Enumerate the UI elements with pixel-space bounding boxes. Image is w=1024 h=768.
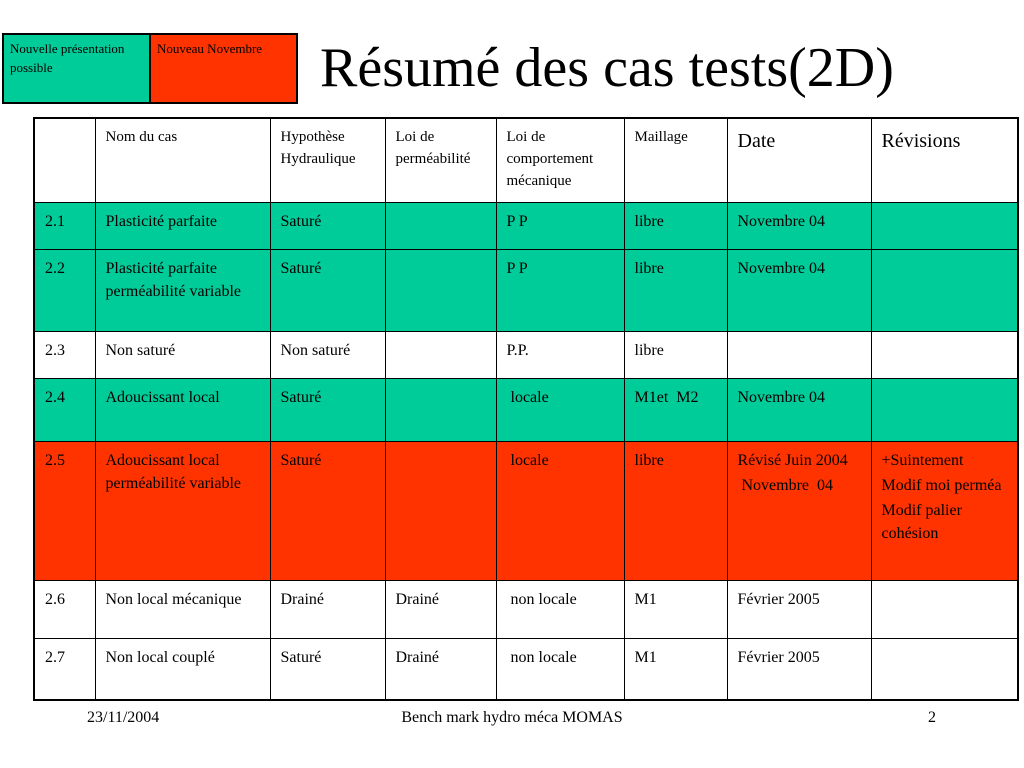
revisions-line: Modif moi perméa: [881, 476, 1002, 494]
test-cases-table: [33, 117, 1019, 701]
cell-date: [727, 331, 871, 378]
cell-permeability: [385, 441, 496, 580]
cell-mechanical-law: P P: [496, 202, 624, 249]
cell-mesh: libre: [624, 202, 727, 249]
cell-hydraulic: Saturé: [270, 249, 385, 331]
table-row: [34, 202, 1018, 249]
cell-permeability: [385, 249, 496, 331]
cell-mechanical-law: locale: [496, 441, 624, 580]
cell-date: [727, 441, 871, 580]
cell-mesh: libre: [624, 331, 727, 378]
table-header-row: [34, 118, 1018, 202]
header-mesh: Maillage: [624, 118, 727, 202]
cell-case-id: 2.7: [34, 638, 95, 700]
cell-date: Novembre 04: [727, 249, 871, 331]
header-revisions: Révisions: [871, 118, 1018, 202]
page-number: 2: [928, 709, 936, 726]
cell-case-name: Plasticité parfaite: [95, 202, 270, 249]
cell-mesh: M1et M2: [624, 378, 727, 441]
date-line: Novembre 04: [737, 476, 834, 494]
table-row: [34, 638, 1018, 700]
header-id: [34, 118, 95, 202]
cell-case-id: 2.3: [34, 331, 95, 378]
cell-mechanical-law: P P: [496, 249, 624, 331]
legend-new-november: Nouveau Novembre: [151, 35, 296, 102]
cell-hydraulic: Saturé: [270, 202, 385, 249]
cell-mesh: M1: [624, 638, 727, 700]
table-row: [34, 378, 1018, 441]
cell-revisions: [871, 441, 1018, 580]
cell-revisions: [871, 331, 1018, 378]
cell-revisions: [871, 378, 1018, 441]
header-mechanical-law: Loi de comportement mécanique: [496, 118, 624, 202]
legend-new-presentation: Nouvelle présentation possible: [4, 35, 151, 102]
cell-case-id: 2.6: [34, 580, 95, 638]
cell-hydraulic: Saturé: [270, 378, 385, 441]
cell-mechanical-law: P.P.: [496, 331, 624, 378]
cell-mesh: libre: [624, 249, 727, 331]
cell-mechanical-law: non locale: [496, 638, 624, 700]
cell-hydraulic: Saturé: [270, 441, 385, 580]
cell-permeability: Drainé: [385, 580, 496, 638]
footer-date: 23/11/2004: [87, 709, 160, 726]
cell-case-name: Non local couplé: [95, 638, 270, 700]
cell-mechanical-law: locale: [496, 378, 624, 441]
cell-hydraulic: Non saturé: [270, 331, 385, 378]
cell-case-id: 2.2: [34, 249, 95, 331]
table-row: [34, 580, 1018, 638]
cell-case-id: 2.1: [34, 202, 95, 249]
cell-case-id: 2.4: [34, 378, 95, 441]
cell-permeability: [385, 378, 496, 441]
header-hydraulic: Hypothèse Hydraulique: [270, 118, 385, 202]
cell-permeability: [385, 331, 496, 378]
cell-date: Février 2005: [727, 638, 871, 700]
cell-case-id: 2.5: [34, 441, 95, 580]
header-case-name: Nom du cas: [95, 118, 270, 202]
cell-case-name: Adoucissant local perméabilité variable: [95, 441, 270, 580]
cell-hydraulic: Saturé: [270, 638, 385, 700]
table-row: [34, 331, 1018, 378]
cell-revisions: [871, 249, 1018, 331]
cell-case-name: Adoucissant local: [95, 378, 270, 441]
cell-revisions: [871, 580, 1018, 638]
cell-revisions: [871, 638, 1018, 700]
cell-date: Février 2005: [727, 580, 871, 638]
header-permeability: Loi de perméabilité: [385, 118, 496, 202]
cell-mesh: M1: [624, 580, 727, 638]
cell-mechanical-law: non locale: [496, 580, 624, 638]
legend-box: [2, 33, 298, 104]
cell-revisions: [871, 202, 1018, 249]
table-row: [34, 249, 1018, 331]
cell-case-name: Non local mécanique: [95, 580, 270, 638]
cell-hydraulic: Drainé: [270, 580, 385, 638]
header-date: Date: [727, 118, 871, 202]
cell-case-name: Plasticité parfaite perméabilité variable: [95, 249, 270, 331]
cell-date: Novembre 04: [727, 378, 871, 441]
cell-mesh: libre: [624, 441, 727, 580]
cell-permeability: [385, 202, 496, 249]
footer-title: Bench mark hydro méca MOMAS: [401, 709, 623, 726]
table-row: [34, 441, 1018, 580]
cell-permeability: Drainé: [385, 638, 496, 700]
date-line: Révisé Juin 2004: [737, 451, 848, 469]
revisions-line: Modif palier cohésion: [881, 501, 966, 542]
slide-title: Résumé des cas tests(2D): [320, 37, 894, 99]
revisions-line: +Suintement: [881, 451, 964, 469]
cell-case-name: Non saturé: [95, 331, 270, 378]
cell-date: Novembre 04: [727, 202, 871, 249]
